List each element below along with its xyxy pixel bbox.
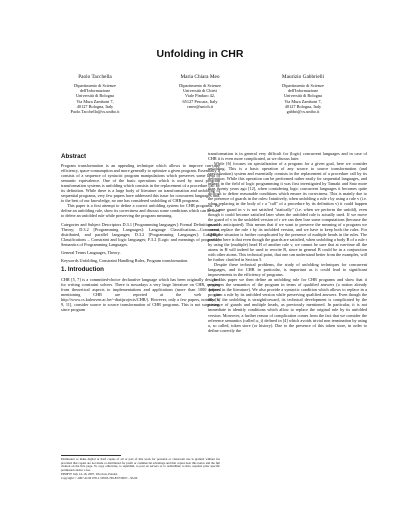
- introduction-paragraph: CHR [5, 7] is a committed-choice declarative language which has been originally designed for writing constraint solvers. There is nowadays a very large literature on CHR, ranging from theoretical aspects to implementations and applications (more than 1000 papers mentioning CHR are reported at the web site http://www.cs.kuleuven.ac.be/~dtai/projects/CHR/). However, only a few papers, notably [6, 9, 11], consider source to source transformation of CHR programs. This is not surprising, since program: [61, 276, 220, 313]
- categories-text: Categories and Subject Descriptors D.3.1 [Programming languages]: Formal Definitions and Theory; D.3.2 [Programming Languages]: Language Classifications—Concurrent, distributed, and parallel languages; D.3.2 [Programming Languages]: Language Classifications – Constraint and logic languages; F.3.2 [Logic and meanings of programs]: Semantics of Programming Languages.: [61, 221, 220, 247]
- general-terms-text: General Terms Languages, Theory.: [61, 249, 121, 255]
- footnote-rule: [61, 455, 121, 456]
- author-name: Maurizio Gabbrielli: [281, 74, 325, 80]
- keywords-text: Keywords Unfolding, Constraint Handling Rules, Program transformation.: [61, 257, 189, 263]
- introduction-heading: 1. Introduction: [61, 265, 104, 273]
- body-paragraph: Despite these technical problems, the study of unfolding techniques for concurrent languages, and for CHR in particular, is important as it could lead to significant improvements in the efficiency of programs.: [208, 262, 367, 278]
- author-address-line: 40127 Bologna, Italy: [76, 103, 114, 109]
- author-2: [145, 74, 255, 109]
- author-affiliation-line: Università di Chieti: [183, 88, 217, 94]
- conference-line: PPDP'07 July 14–16, 2007, Wroclaw, Poland.: [61, 471, 118, 476]
- copyright-footnote: [61, 458, 220, 480]
- author-name: Maria Chiara Meo: [180, 74, 220, 80]
- author-block: [56, 74, 346, 132]
- abstract-paragraph: This paper is a first attempt to define a correct unfolding system for CHR programs. We define an unfolding rule, show its correctness and discuss some conditions which can be used to delete an unfolded rule while preserving the program meaning.: [61, 203, 220, 219]
- right-column: [208, 151, 367, 333]
- copyright-line: Copyright © 2007 ACM 978-1-59593-769-8/07/0007... $5.00: [61, 475, 138, 480]
- author-email: gabbri@cs.unibo.it: [286, 109, 320, 115]
- author-affiliation-line: Dipartimento di Scienze: [179, 83, 221, 88]
- body-paragraph: While [6] focuses on specialization of a program for a given goal, here we consider unfolding. This is a basic operation of any source to source transformation (and specialization) system and essentially consists in the replacement of a procedure call by its definition. While this operation can be performed rather easily for sequential languages, and indeed in the field of logic programming it was first investigated by Tamaki and Sato more than twenty years ago [12], when considering logic concurrent languages it becomes quite difficult to define reasonable conditions which ensure its correctness. This is mainly due to the presence of guards in the rules: Intuitively, when unfolding a rule r by using a rule v (i.e. when replacing in the body of r a "call" of a procedure by its definition v) it could happen that some guard in v is not satisfied "statically" (i.e. when we perform the unfold), even though it could become satisfied later when the unfolded rule is actually used. If we move the guard of v in the unfolded version of r we can then lose some computations (because the guard is anticipated). This means that if we want to preserve the meaning of a program we cannot replace the rule r by its unfolded version, and we have to keep both the rules. For CHR the situation is further complicated by the presence of multiple heads in the rules. The problem here is that even though the guards are satisfied, when unfolding a body B of a rule r by using the (multiple) head H of another rule v, we cannot be sure that at run-time all the atoms in H will indeed be used to rewrite B, since in general B could be in a conjunction with other atoms. This technical point, that one can understand better from the examples, will be further clarified in Section 5.: [208, 161, 367, 262]
- author-affiliation-line: dell'Informazione: [79, 88, 111, 94]
- author-affiliation-line: Università di Bologna: [76, 93, 114, 99]
- body-paragraph: In this paper we then define an unfolding rule for CHR programs and show that it preserves the semantics of the program in terms of qualified answers (a notion already defined in the literature). We also provide a syntactic condition which allows to replace in a program a rule by its unfolded version while preserving qualified answers. Even though the idea of the unfolding is straightforward, its technical development is complicated by the presence of guards and multiple heads, as previously mentioned. In particular, it is not immediate to identify conditions which allow to replace the original rule by its unfolded version. Moreover, a further reason of complication comes from the fact that we consider the reference semantics (called ω_t) defined in [4] which avoids trivial non termination by using a, so called, token store (or history). Due to the presence of this token store, in order to define correctly the: [208, 277, 367, 333]
- abstract-paragraph: Program transformation is an appealing technique which allows to improve run-time efficiency, space-consumption and more generally to optimize a given program. Essentially it consists of a sequence of syntactic program manipulations which preserves some kind of semantic equivalence. One of the basic operations which is used by most program transformation systems is unfolding which consists in the replacement of a procedure call by its definition. While there is a large body of literature on transformation and unfolding of sequential programs, very few papers have addressed this issue for concurrent languages and, to the best of our knowledge, no one has considered unfolding of CHR programs.: [61, 163, 220, 204]
- body-paragraph: transformation is in general very difficult for (logic) concurrent languages and in case of CHR it is even more complicated, as we discuss later.: [208, 151, 367, 162]
- author-name: Paolo Tacchella: [78, 74, 112, 80]
- author-address-line: Via Mura Zamboni 7,: [76, 98, 114, 104]
- author-email: Paolo.Tacchella@cs.unibo.it: [70, 109, 120, 115]
- left-column: [61, 153, 220, 312]
- author-affiliation-line: Dipartimento di Scienze: [282, 83, 324, 88]
- author-affiliation-line: dell'Informazione: [287, 88, 319, 94]
- permission-notice: Permission to make digital or hard copies of all or part of this work for personal or classroom use is granted without fee provided that copies are not made or distributed for profit or commercial advantage and that copies bear this notice and the full citation on the first page. To copy otherwise, to republish, to post on servers or to redistribute to lists, requires prior specific permission and/or a fee.: [61, 457, 220, 473]
- abstract-heading: Abstract: [61, 153, 87, 160]
- author-address-line: Viale Pindaro 42,: [185, 93, 215, 99]
- author-affiliation-line: Dipartimento di Scienze: [74, 83, 116, 88]
- author-address-line: 65127 Pescara, Italy: [182, 98, 218, 104]
- paper-title: Unfolding in CHR: [156, 48, 244, 60]
- author-1: [40, 74, 150, 114]
- author-affiliation-line: Università di Bologna: [284, 93, 322, 99]
- author-address-line: 40127 Bologna, Italy: [284, 103, 322, 109]
- author-address-line: Via Mura Zamboni 7,: [284, 98, 322, 104]
- author-3: [248, 74, 358, 114]
- author-email: cmeo@unich.it: [186, 103, 214, 109]
